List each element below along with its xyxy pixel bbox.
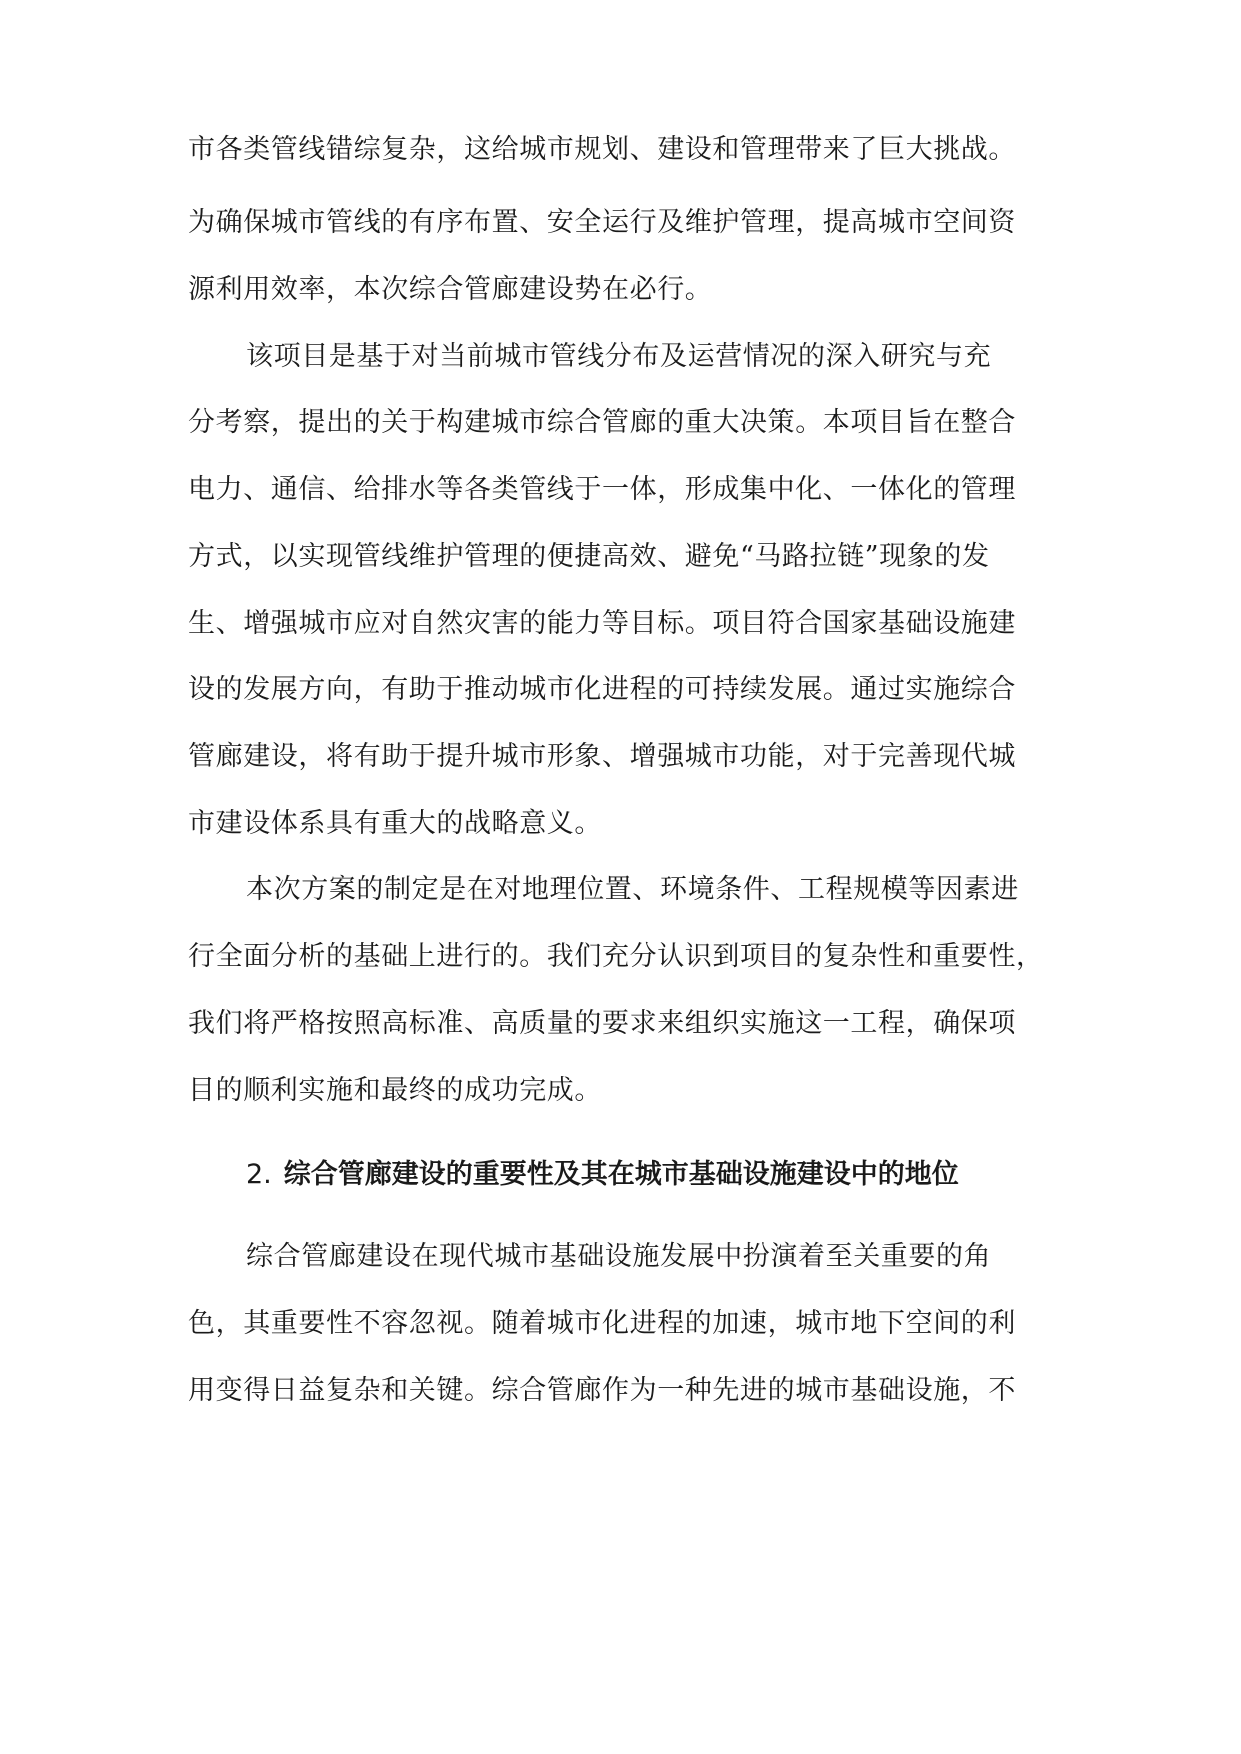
paragraph-4-line-1: 综合管廊建设在现代城市基础设施发展中扮演着至关重要的角 [246, 1241, 992, 1272]
paragraph-2-line-7: 管廊建设，将有助于提升城市形象、增强城市功能，对于完善现代城 [188, 741, 1016, 772]
paragraph-3-line-3: 我们将严格按照高标准、高质量的要求来组织实施这一工程，确保项 [188, 1008, 1016, 1039]
paragraph-3-line-2: 行全面分析的基础上进行的。我们充分认识到项目的复杂性和重要性， [188, 941, 1044, 972]
paragraph-2-line-8: 市建设体系具有重大的战略意义。 [188, 808, 602, 839]
paragraph-2-line-3: 电力、通信、给排水等各类管线于一体，形成集中化、一体化的管理 [188, 474, 1016, 505]
paragraph-2-line-2: 分考察，提出的关于构建城市综合管廊的重大决策。本项目旨在整合 [188, 407, 1016, 438]
paragraph-2-line-4: 方式，以实现管线维护管理的便捷高效、避免“马路拉链”现象的发 [188, 541, 990, 572]
paragraph-4-line-3: 用变得日益复杂和关键。综合管廊作为一种先进的城市基础设施，不 [188, 1375, 1016, 1406]
paragraph-2-line-5: 生、增强城市应对自然灾害的能力等目标。项目符合国家基础设施建 [188, 608, 1016, 639]
paragraph-3-line-4: 目的顺利实施和最终的成功完成。 [188, 1075, 602, 1106]
paragraph-1-line-3: 源利用效率，本次综合管廊建设势在必行。 [188, 274, 713, 305]
paragraph-2-line-6: 设的发展方向，有助于推动城市化进程的可持续发展。通过实施综合 [188, 674, 1016, 705]
paragraph-4-line-2: 色，其重要性不容忽视。随着城市化进程的加速，城市地下空间的利 [188, 1308, 1016, 1339]
paragraph-1-line-2: 为确保城市管线的有序布置、安全运行及维护管理，提高城市空间资 [188, 207, 1016, 238]
paragraph-2-line-1: 该项目是基于对当前城市管线分布及运营情况的深入研究与充 [246, 341, 992, 372]
section-heading [246, 1158, 1066, 1192]
section-number: 2. [246, 1159, 272, 1190]
section-title: 综合管廊建设的重要性及其在城市基础设施建设中的地位 [283, 1159, 959, 1190]
paragraph-1-line-1: 市各类管线错综复杂，这给城市规划、建设和管理带来了巨大挑战。 [188, 134, 1016, 165]
paragraph-3-line-1: 本次方案的制定是在对地理位置、环境条件、工程规模等因素进 [246, 874, 1019, 905]
